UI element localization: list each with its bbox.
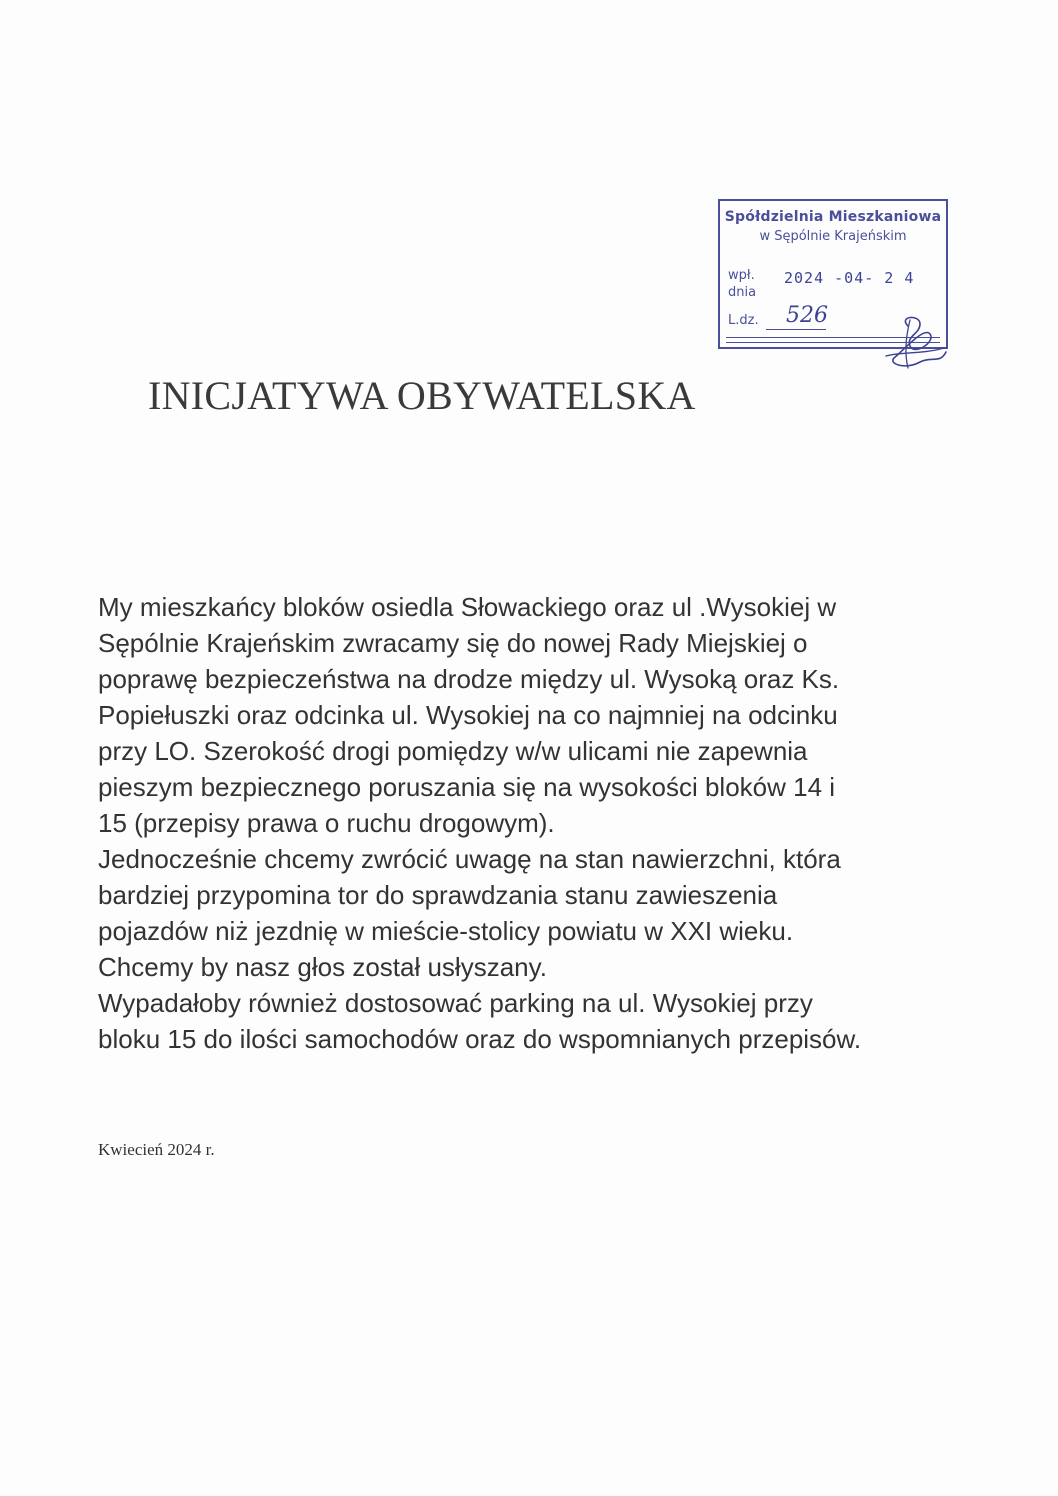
document-body — [98, 589, 998, 1057]
body-line: Chcemy by nasz głos został usłyszany. — [98, 952, 547, 982]
document-title: INICJATYWA OBYWATELSKA — [148, 373, 696, 418]
body-line: Sępólnie Krajeńskim zwracamy się do nowej Rady Miejskiej o — [98, 628, 808, 658]
body-line: bardziej przypomina tor do sprawdzania stanu zawieszenia — [98, 880, 778, 910]
body-line: Popiełuszki oraz odcinka ul. Wysokiej na co najmniej na odcinku — [98, 700, 838, 730]
stamp-received-label: wpł. dnia — [728, 268, 757, 300]
body-line: My mieszkańcy bloków osiedla Słowackiego oraz ul .Wysokiej w — [98, 592, 837, 622]
body-line: Jednocześnie chcemy zwrócić uwagę na stan nawierzchni, która — [98, 844, 841, 874]
stamp-location: w Sępólnie Krajeńskim — [759, 229, 907, 244]
body-line: 15 (przepisy prawa o ruchu drogowym). — [98, 808, 555, 838]
stamp-ref-underline — [766, 329, 826, 330]
handwritten-signature — [880, 312, 950, 372]
body-line: bloku 15 do ilości samochodów oraz do wspomnianych przepisów. — [98, 1024, 862, 1054]
stamp-received-date: 2024 -04- 2 4 — [784, 269, 915, 287]
stamp-ref-label: L.dz. — [728, 313, 759, 328]
body-line: Wypadałoby również dostosować parking na ul. Wysokiej przy — [98, 988, 813, 1018]
stamp-ref-number: 526 — [786, 303, 828, 328]
body-line: przy LO. Szerokość drogi pomiędzy w/w ulicami nie zapewnia — [98, 736, 808, 766]
body-line: pieszym bezpiecznego poruszania się na wysokości bloków 14 i — [98, 772, 836, 802]
body-line: poprawę bezpieczeństwa na drodze między ul. Wysoką oraz Ks. — [98, 664, 840, 694]
body-line: pojazdów niż jezdnię w mieście-stolicy powiatu w XXI wieku. — [98, 916, 794, 946]
document-date: Kwiecień 2024 r. — [98, 1140, 215, 1159]
stamp-organization: Spółdzielnia Mieszkaniowa — [724, 209, 942, 225]
